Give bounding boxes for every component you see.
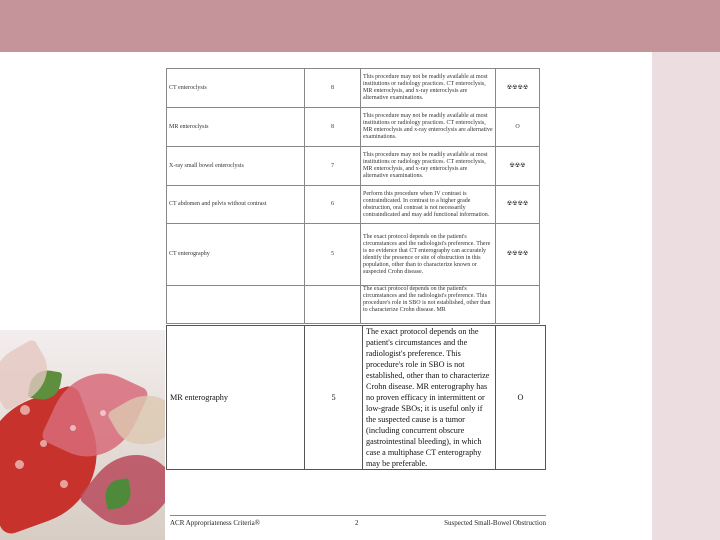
rating-cell: 7 bbox=[305, 147, 361, 186]
footer-page-number: 2 bbox=[355, 519, 359, 527]
footer-topic: Suspected Small-Bowel Obstruction bbox=[444, 519, 546, 527]
rating-cell: 5 bbox=[305, 224, 361, 286]
comments-cell: This procedure may not be readily available at most institutions or radiology practices. CT enteroclysis, MR enteroclysis and x-ray enteroclysis are alternative examinations. bbox=[361, 108, 496, 147]
header-band bbox=[0, 0, 720, 52]
table-row bbox=[167, 69, 540, 108]
table-row bbox=[167, 286, 540, 324]
appropriateness-table-zoomed bbox=[166, 325, 546, 470]
footer-source: ACR Appropriateness Criteria® bbox=[170, 519, 261, 527]
radiation-level-cell: ☢☢☢☢ bbox=[496, 186, 540, 224]
rating-cell: 8 bbox=[305, 69, 361, 108]
radiation-level-cell: O bbox=[496, 326, 546, 470]
radiation-level-cell bbox=[496, 286, 540, 324]
rating-cell bbox=[305, 286, 361, 324]
rating-cell: 8 bbox=[305, 108, 361, 147]
radiation-level-cell: ☢☢☢ bbox=[496, 147, 540, 186]
procedure-cell: MR enteroclysis bbox=[167, 108, 305, 147]
table-row bbox=[167, 224, 540, 286]
procedure-cell: CT enterography bbox=[167, 224, 305, 286]
table-row bbox=[167, 147, 540, 186]
rating-cell: 6 bbox=[305, 186, 361, 224]
appropriateness-table-upper bbox=[166, 68, 540, 324]
comments-cell: This procedure may not be readily available at most institutions or radiology practices. CT enteroclysis, MR enteroclysis, and x-ray enteroclysis are alternative examinations. bbox=[361, 147, 496, 186]
procedure-cell: CT abdomen and pelvis without contrast bbox=[167, 186, 305, 224]
procedure-cell: CT enteroclysis bbox=[167, 69, 305, 108]
comments-cell: The exact protocol depends on the patient's circumstances and the radiologist's preference. There is no evidence that CT enterography can accurately identify the presence or site of obstruction in this population, other than to characterize known or suspected Crohn disease. bbox=[361, 224, 496, 286]
procedure-cell: X-ray small bowel enteroclysis bbox=[167, 147, 305, 186]
procedure-cell bbox=[167, 286, 305, 324]
comments-cell: The exact protocol depends on the patient's circumstances and the radiologist's preference. This procedure's role in SBO is not established, other than to characterize Crohn disease. MR bbox=[361, 286, 496, 324]
radiation-level-cell: ☢☢☢☢ bbox=[496, 69, 540, 108]
comments-cell: This procedure may not be readily available at most institutions or radiology practices. CT enteroclysis, MR enteroclysis, and x-ray enteroclysis are alternative examinations. bbox=[361, 69, 496, 108]
comments-cell: The exact protocol depends on the patient's circumstances and the radiologist's preference. This procedure's role in SBO is not established, other than to characterize Crohn disease. MR enterography has no proven efficacy in intermittent or low-grade SBOs; it is useful only if the suspected cause is a tumor (including concurrent obscure gastrointestinal bleeding), in which case a multiphase CT enterography may be preferable. bbox=[363, 326, 496, 470]
slide-right-edge bbox=[652, 52, 720, 540]
leaf-photo-image bbox=[0, 330, 165, 540]
table-row bbox=[167, 326, 546, 470]
radiation-level-cell: ☢☢☢☢ bbox=[496, 224, 540, 286]
comments-cell: Perform this procedure when IV contrast is contraindicated. In contrast to a higher grade obstruction, oral contrast is not necessarily contraindicated and may add functional information. bbox=[361, 186, 496, 224]
table-row bbox=[167, 186, 540, 224]
radiation-level-cell: O bbox=[496, 108, 540, 147]
page-footer bbox=[170, 515, 546, 530]
table-row bbox=[167, 108, 540, 147]
procedure-cell: MR enterography bbox=[167, 326, 305, 470]
rating-cell: 5 bbox=[305, 326, 363, 470]
